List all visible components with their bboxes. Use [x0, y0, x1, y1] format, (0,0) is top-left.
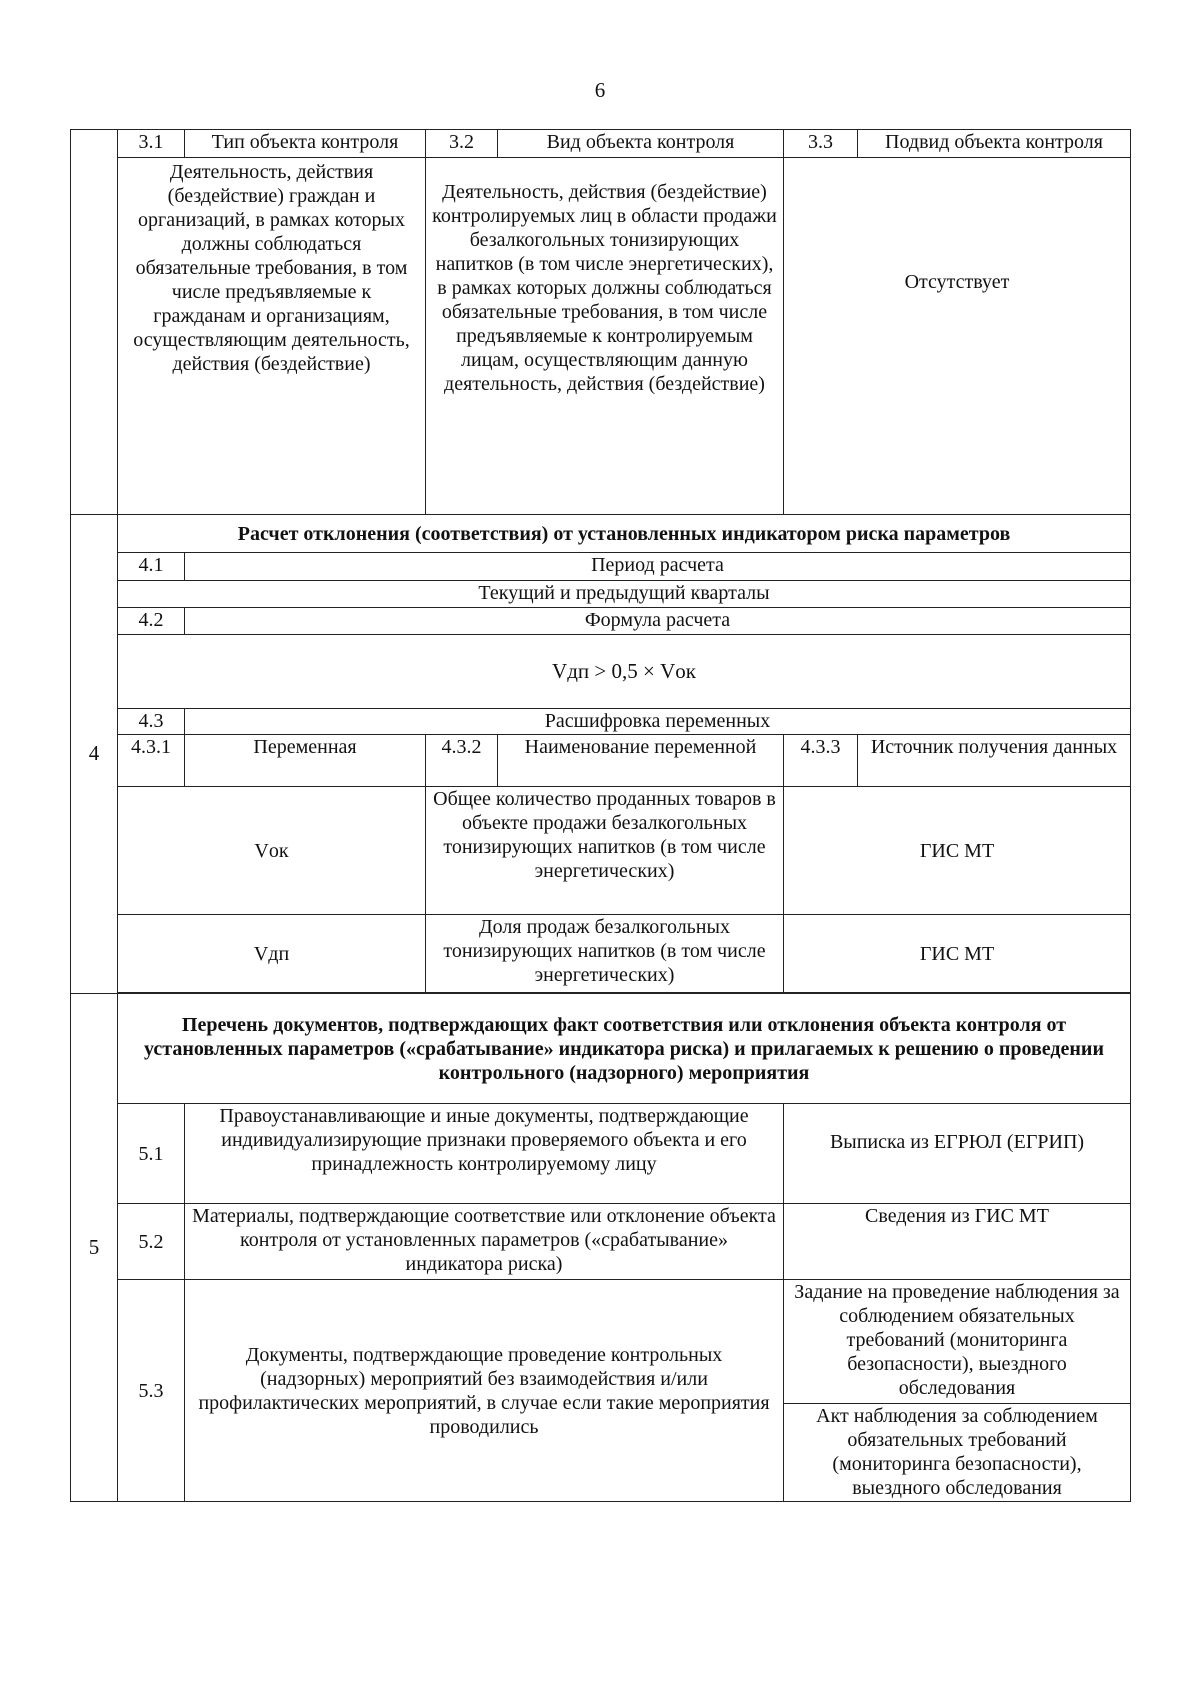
- period-label: Период расчета: [185, 553, 1131, 581]
- section-4-title: Расчет отклонения (соответствия) от установленных индикатором риска параметров: [118, 515, 1131, 553]
- variable-col-num: 4.3.1: [118, 735, 185, 787]
- source-col-num: 4.3.3: [784, 735, 858, 787]
- variable-symbol: Vок: [118, 787, 426, 915]
- variable-name: Доля продаж безалкогольных тонизирующих напитков (в том числе энергетических): [426, 915, 784, 993]
- section-5-title: Перечень документов, подтверждающих факт соответствия или отклонения объекта контроля от установленных параметров («срабатывание» индикатора риска) и прилагаемых к решению о проведении контрольного (надзорного) мероприятия: [118, 994, 1131, 1104]
- variable-source: ГИС МТ: [784, 787, 1131, 915]
- document-description: Документы, подтверждающие проведение контрольных (надзорных) мероприятий без взаимодействия и/или профилактических мероприятий, в случае если такие мероприятия проводились: [185, 1280, 784, 1502]
- variable-symbol: Vдп: [118, 915, 426, 993]
- variable-source: ГИС МТ: [784, 915, 1131, 993]
- document-row: [71, 1204, 1131, 1280]
- cell-3-3-num: 3.3: [784, 130, 858, 158]
- document-num: 5.1: [118, 1104, 185, 1204]
- source-col-label: Источник получения данных: [858, 735, 1131, 787]
- document-source: Сведения из ГИС МТ: [784, 1204, 1131, 1280]
- variable-row: [71, 787, 1131, 915]
- object-type-value: Деятельность, действия (бездействие) граждан и организаций, в рамках которых должны соблюдаться обязательные требования, в том числе предъявляемые к гражданам и организациям, осуществляющим деятельность, действия (бездействие): [118, 158, 426, 515]
- variable-col-label: Переменная: [185, 735, 426, 787]
- document-row: [71, 1104, 1131, 1204]
- cell-3-2-num: 3.2: [426, 130, 498, 158]
- section-3-number: [71, 130, 118, 515]
- document-source: Выписка из ЕГРЮЛ (ЕГРИП): [784, 1104, 1131, 1204]
- cell-3-1-title: Тип объекта контроля: [185, 130, 426, 158]
- section-4-title-row: [71, 515, 1131, 553]
- document-description: Материалы, подтверждающие соответствие или отклонение объекта контроля от установленных параметров («срабатывание» индикатора риска): [185, 1204, 784, 1280]
- object-kind-value: Деятельность, действия (бездействие) контролируемых лиц в области продажи безалкогольных тонизирующих напитков (в том числе энергетических), в рамках которых должны соблюдаться обязательные требования, в том числе предъявляемые к контролируемым лицам, осуществляющим данную деятельность, действия (бездействие): [426, 158, 784, 515]
- document-row: [71, 1280, 1131, 1404]
- risk-indicator-table: [70, 129, 1131, 1502]
- cell-3-3-title: Подвид объекта контроля: [858, 130, 1131, 158]
- formula-label-row: [71, 608, 1131, 635]
- variables-header-row: [71, 735, 1131, 787]
- period-value-row: [71, 581, 1131, 608]
- variables-label: Расшифровка переменных: [185, 709, 1131, 735]
- section-3-header-row: [71, 130, 1131, 158]
- cell-3-2-title: Вид объекта контроля: [498, 130, 784, 158]
- document-source: Задание на проведение наблюдения за соблюдением обязательных требований (мониторинга безопасности), выездного обследования: [784, 1280, 1131, 1404]
- section-3-value-row: [71, 158, 1131, 515]
- cell-3-1-num: 3.1: [118, 130, 185, 158]
- formula-value-row: [71, 635, 1131, 709]
- variable-row: [71, 915, 1131, 993]
- object-subkind-value: Отсутствует: [784, 158, 1131, 515]
- formula-num: 4.2: [118, 608, 185, 635]
- document-num: 5.2: [118, 1204, 185, 1280]
- period-num: 4.1: [118, 553, 185, 581]
- section-5-number: 5: [71, 994, 118, 1502]
- name-col-num: 4.3.2: [426, 735, 498, 787]
- section-5-title-row: [71, 994, 1131, 1104]
- page-number: 6: [594, 78, 606, 102]
- name-col-label: Наименование переменной: [498, 735, 784, 787]
- document-description: Правоустанавливающие и иные документы, подтверждающие индивидуализирующие признаки проверяемого объекта и его принадлежность контролируемому лицу: [185, 1104, 784, 1204]
- formula-value: Vдп > 0,5 × Vок: [118, 635, 1131, 709]
- variable-name: Общее количество проданных товаров в объекте продажи безалкогольных тонизирующих напитков (в том числе энергетических): [426, 787, 784, 915]
- formula-label: Формула расчета: [185, 608, 1131, 635]
- section-4-number: 4: [71, 515, 118, 994]
- document-source: Акт наблюдения за соблюдением обязательных требований (мониторинга безопасности), выездного обследования: [784, 1404, 1131, 1502]
- period-label-row: [71, 553, 1131, 581]
- document-num: 5.3: [118, 1280, 185, 1502]
- variables-label-row: [71, 709, 1131, 735]
- period-value: Текущий и предыдущий кварталы: [118, 581, 1131, 608]
- variables-num: 4.3: [118, 709, 185, 735]
